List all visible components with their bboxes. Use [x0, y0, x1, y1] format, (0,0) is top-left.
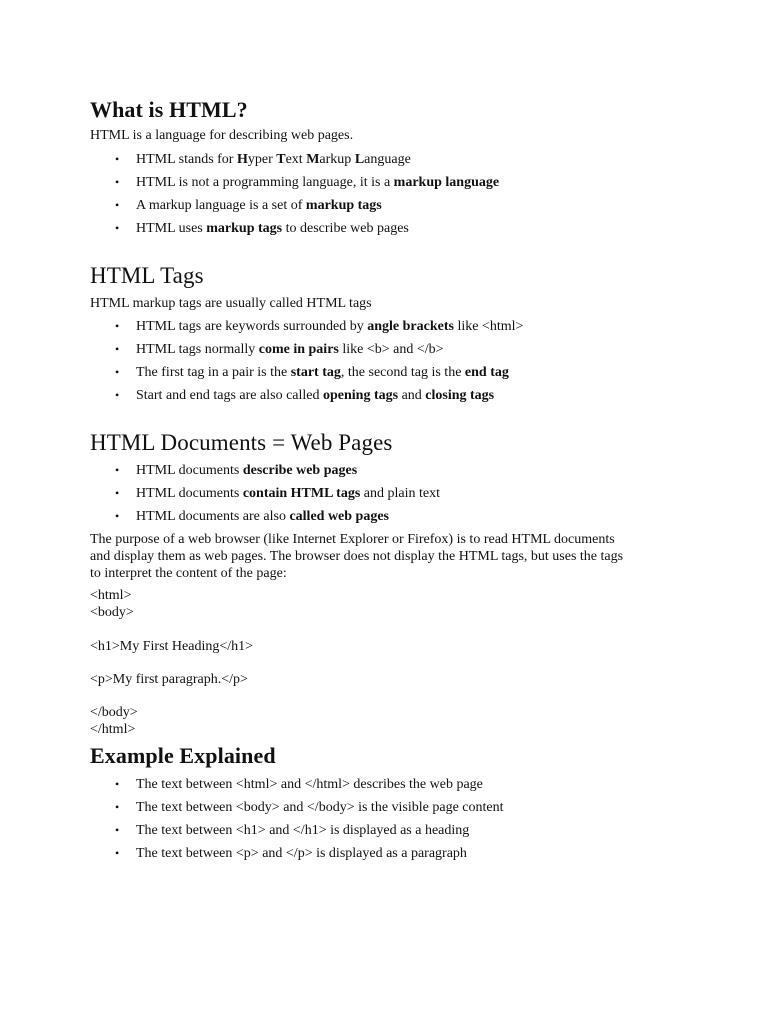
bullet-icon: •: [115, 152, 120, 166]
bullet-icon: •: [115, 319, 120, 333]
list-item: • Start and end tags are also called opening tags and closing tags: [115, 388, 495, 403]
heading-example-explained: Example Explained: [90, 743, 276, 768]
code-line-h1: <h1>My First Heading</h1>: [90, 639, 254, 654]
list-item: • HTML documents contain HTML tags and plain text: [115, 486, 440, 501]
bullet-icon: •: [115, 388, 120, 402]
list-item: • HTML stands for Hyper Text Markup Language: [115, 152, 411, 167]
bullet-icon: •: [115, 846, 120, 860]
bullet-icon: •: [115, 342, 120, 356]
list-item: • HTML documents are also called web pages: [115, 509, 390, 524]
list-item: • HTML documents describe web pages: [115, 463, 358, 478]
bullet-icon: •: [115, 198, 120, 212]
bullet-icon: •: [115, 486, 120, 500]
list-item: • The text between <p> and </p> is displayed as a paragraph: [115, 846, 467, 861]
code-line-body-close: </body>: [90, 705, 138, 720]
bullet-icon: •: [115, 175, 120, 189]
list-item: • The text between <html> and </html> describes the web page: [115, 777, 483, 792]
code-line-html-close: </html>: [90, 722, 136, 737]
list-item: • The first tag in a pair is the start tag, the second tag is the end tag: [115, 365, 509, 380]
list-item: • HTML uses markup tags to describe web pages: [115, 221, 409, 236]
list-example-explained: [90, 776, 504, 868]
bullet-icon: •: [115, 365, 120, 379]
paragraph-line: and display them as web pages. The browser does not display the HTML tags, but uses the tags: [90, 549, 624, 564]
bullet-icon: •: [115, 221, 120, 235]
paragraph-line: to interpret the content of the page:: [90, 566, 287, 581]
list-item: • HTML tags normally come in pairs like <b> and </b>: [115, 342, 444, 357]
bullet-icon: •: [115, 777, 120, 791]
heading-html-tags: HTML Tags: [90, 263, 204, 288]
paragraph-line: The purpose of a web browser (like Internet Explorer or Firefox) is to read HTML documents: [90, 532, 615, 547]
list-html-tags: [90, 318, 523, 410]
list-item: • A markup language is a set of markup tags: [115, 198, 382, 213]
list-item: • The text between <body> and </body> is the visible page content: [115, 800, 504, 815]
bullet-icon: •: [115, 509, 120, 523]
list-html-documents: [90, 462, 440, 531]
heading-what-is-html: What is HTML?: [90, 97, 248, 122]
code-line-p: <p>My first paragraph.</p>: [90, 672, 248, 687]
bullet-icon: •: [115, 463, 120, 477]
browser-purpose-paragraph: [90, 531, 675, 582]
list-item: • The text between <h1> and </h1> is displayed as a heading: [115, 823, 470, 838]
heading-html-documents: HTML Documents = Web Pages: [90, 430, 393, 455]
bullet-icon: •: [115, 823, 120, 837]
list-item: • HTML is not a programming language, it is a markup language: [115, 175, 500, 190]
code-line-html-open: <html>: [90, 588, 132, 603]
bullet-icon: •: [115, 800, 120, 814]
intro-html-tags: HTML markup tags are usually called HTML tags: [90, 296, 372, 311]
intro-what-is-html: HTML is a language for describing web pages.: [90, 128, 354, 143]
code-line-body-open: <body>: [90, 605, 134, 620]
list-what-is-html: [90, 151, 499, 243]
list-item: • HTML tags are keywords surrounded by angle brackets like <html>: [115, 319, 524, 334]
